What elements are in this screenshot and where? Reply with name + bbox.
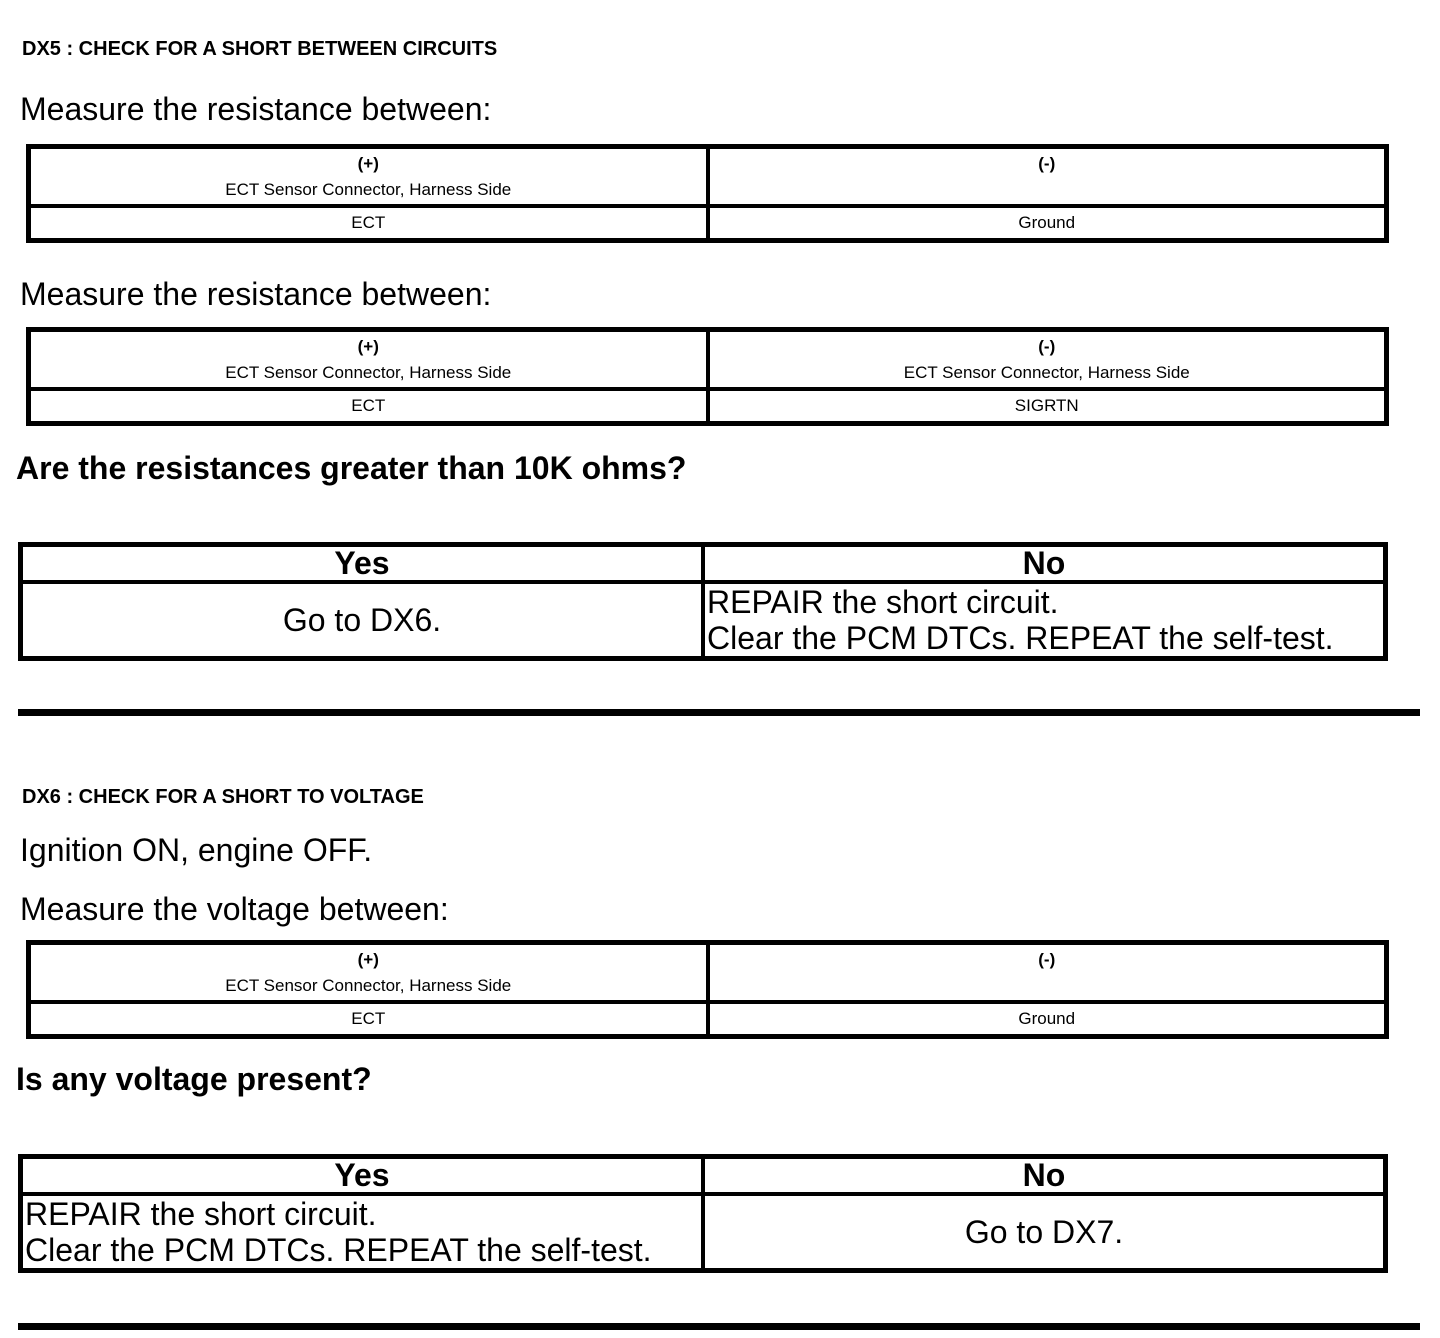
decision-table-dx6 [18,1154,1388,1273]
positive-pin-cell: ECT [29,1002,708,1037]
positive-location: ECT Sensor Connector, Harness Side [225,180,512,199]
no-header-cell: No [703,545,1386,583]
section-divider [18,1323,1420,1330]
negative-sign: (-) [1038,950,1056,969]
no-action-line-2: Clear the PCM DTCs. REPEAT the self-test. [707,620,1334,656]
positive-sign: (+) [357,950,379,969]
table-pin-row [29,206,1387,241]
section-dx5 [0,38,1440,661]
negative-location [710,177,1385,202]
positive-sign: (+) [357,154,379,173]
table-header-row [29,330,1387,390]
measurement-table-2 [26,327,1389,426]
yes-header-cell: Yes [21,1157,704,1195]
section-heading-dx5: DX5 : CHECK FOR A SHORT BETWEEN CIRCUITS [22,38,498,60]
negative-lead-cell [708,147,1387,207]
measurement-table-1 [26,144,1389,243]
positive-pin-cell: ECT [29,389,708,424]
positive-pin-cell: ECT [29,206,708,241]
yes-header-cell: Yes [21,545,704,583]
positive-location: ECT Sensor Connector, Harness Side [225,363,512,382]
negative-location [710,973,1385,998]
decision-action-row [21,1194,1386,1271]
negative-location: ECT Sensor Connector, Harness Side [903,363,1190,382]
positive-lead-cell [29,147,708,207]
section-dx6 [0,786,1440,1273]
yes-action-line-2: Clear the PCM DTCs. REPEAT the self-test. [25,1232,652,1268]
instruction-measure-voltage: Measure the voltage between: [20,891,449,927]
negative-lead-cell [708,330,1387,390]
test-condition: Ignition ON, engine OFF. [20,832,373,868]
table-header-row [29,147,1387,207]
no-action-line-1: REPAIR the short circuit. [707,584,1059,620]
positive-lead-cell [29,330,708,390]
negative-sign: (-) [1038,154,1056,173]
question-resistances: Are the resistances greater than 10K ohms? [16,450,687,486]
negative-pin-cell: Ground [708,206,1387,241]
positive-sign: (+) [357,337,379,356]
table-header-row [29,943,1387,1003]
positive-location: ECT Sensor Connector, Harness Side [225,976,512,995]
instruction-measure-resistance-1: Measure the resistance between: [20,91,492,127]
negative-lead-cell [708,943,1387,1003]
no-action-cell: Go to DX7. [703,1194,1386,1271]
decision-header-row [21,1157,1386,1195]
question-voltage: Is any voltage present? [16,1061,372,1097]
negative-pin-cell: Ground [708,1002,1387,1037]
section-heading-dx6: DX6 : CHECK FOR A SHORT TO VOLTAGE [22,786,424,808]
decision-table-dx5 [18,542,1388,661]
table-pin-row [29,389,1387,424]
table-pin-row [29,1002,1387,1037]
section-divider [18,709,1420,716]
decision-action-row [21,582,1386,659]
yes-action-cell: Go to DX6. [21,582,704,659]
yes-action-line-1: REPAIR the short circuit. [25,1196,377,1232]
no-action-cell [703,582,1386,659]
decision-header-row [21,545,1386,583]
measurement-table-3 [26,940,1389,1039]
negative-pin-cell: SIGRTN [708,389,1387,424]
yes-action-cell [21,1194,704,1271]
positive-lead-cell [29,943,708,1003]
no-header-cell: No [703,1157,1386,1195]
negative-sign: (-) [1038,337,1056,356]
instruction-measure-resistance-2: Measure the resistance between: [20,276,492,312]
